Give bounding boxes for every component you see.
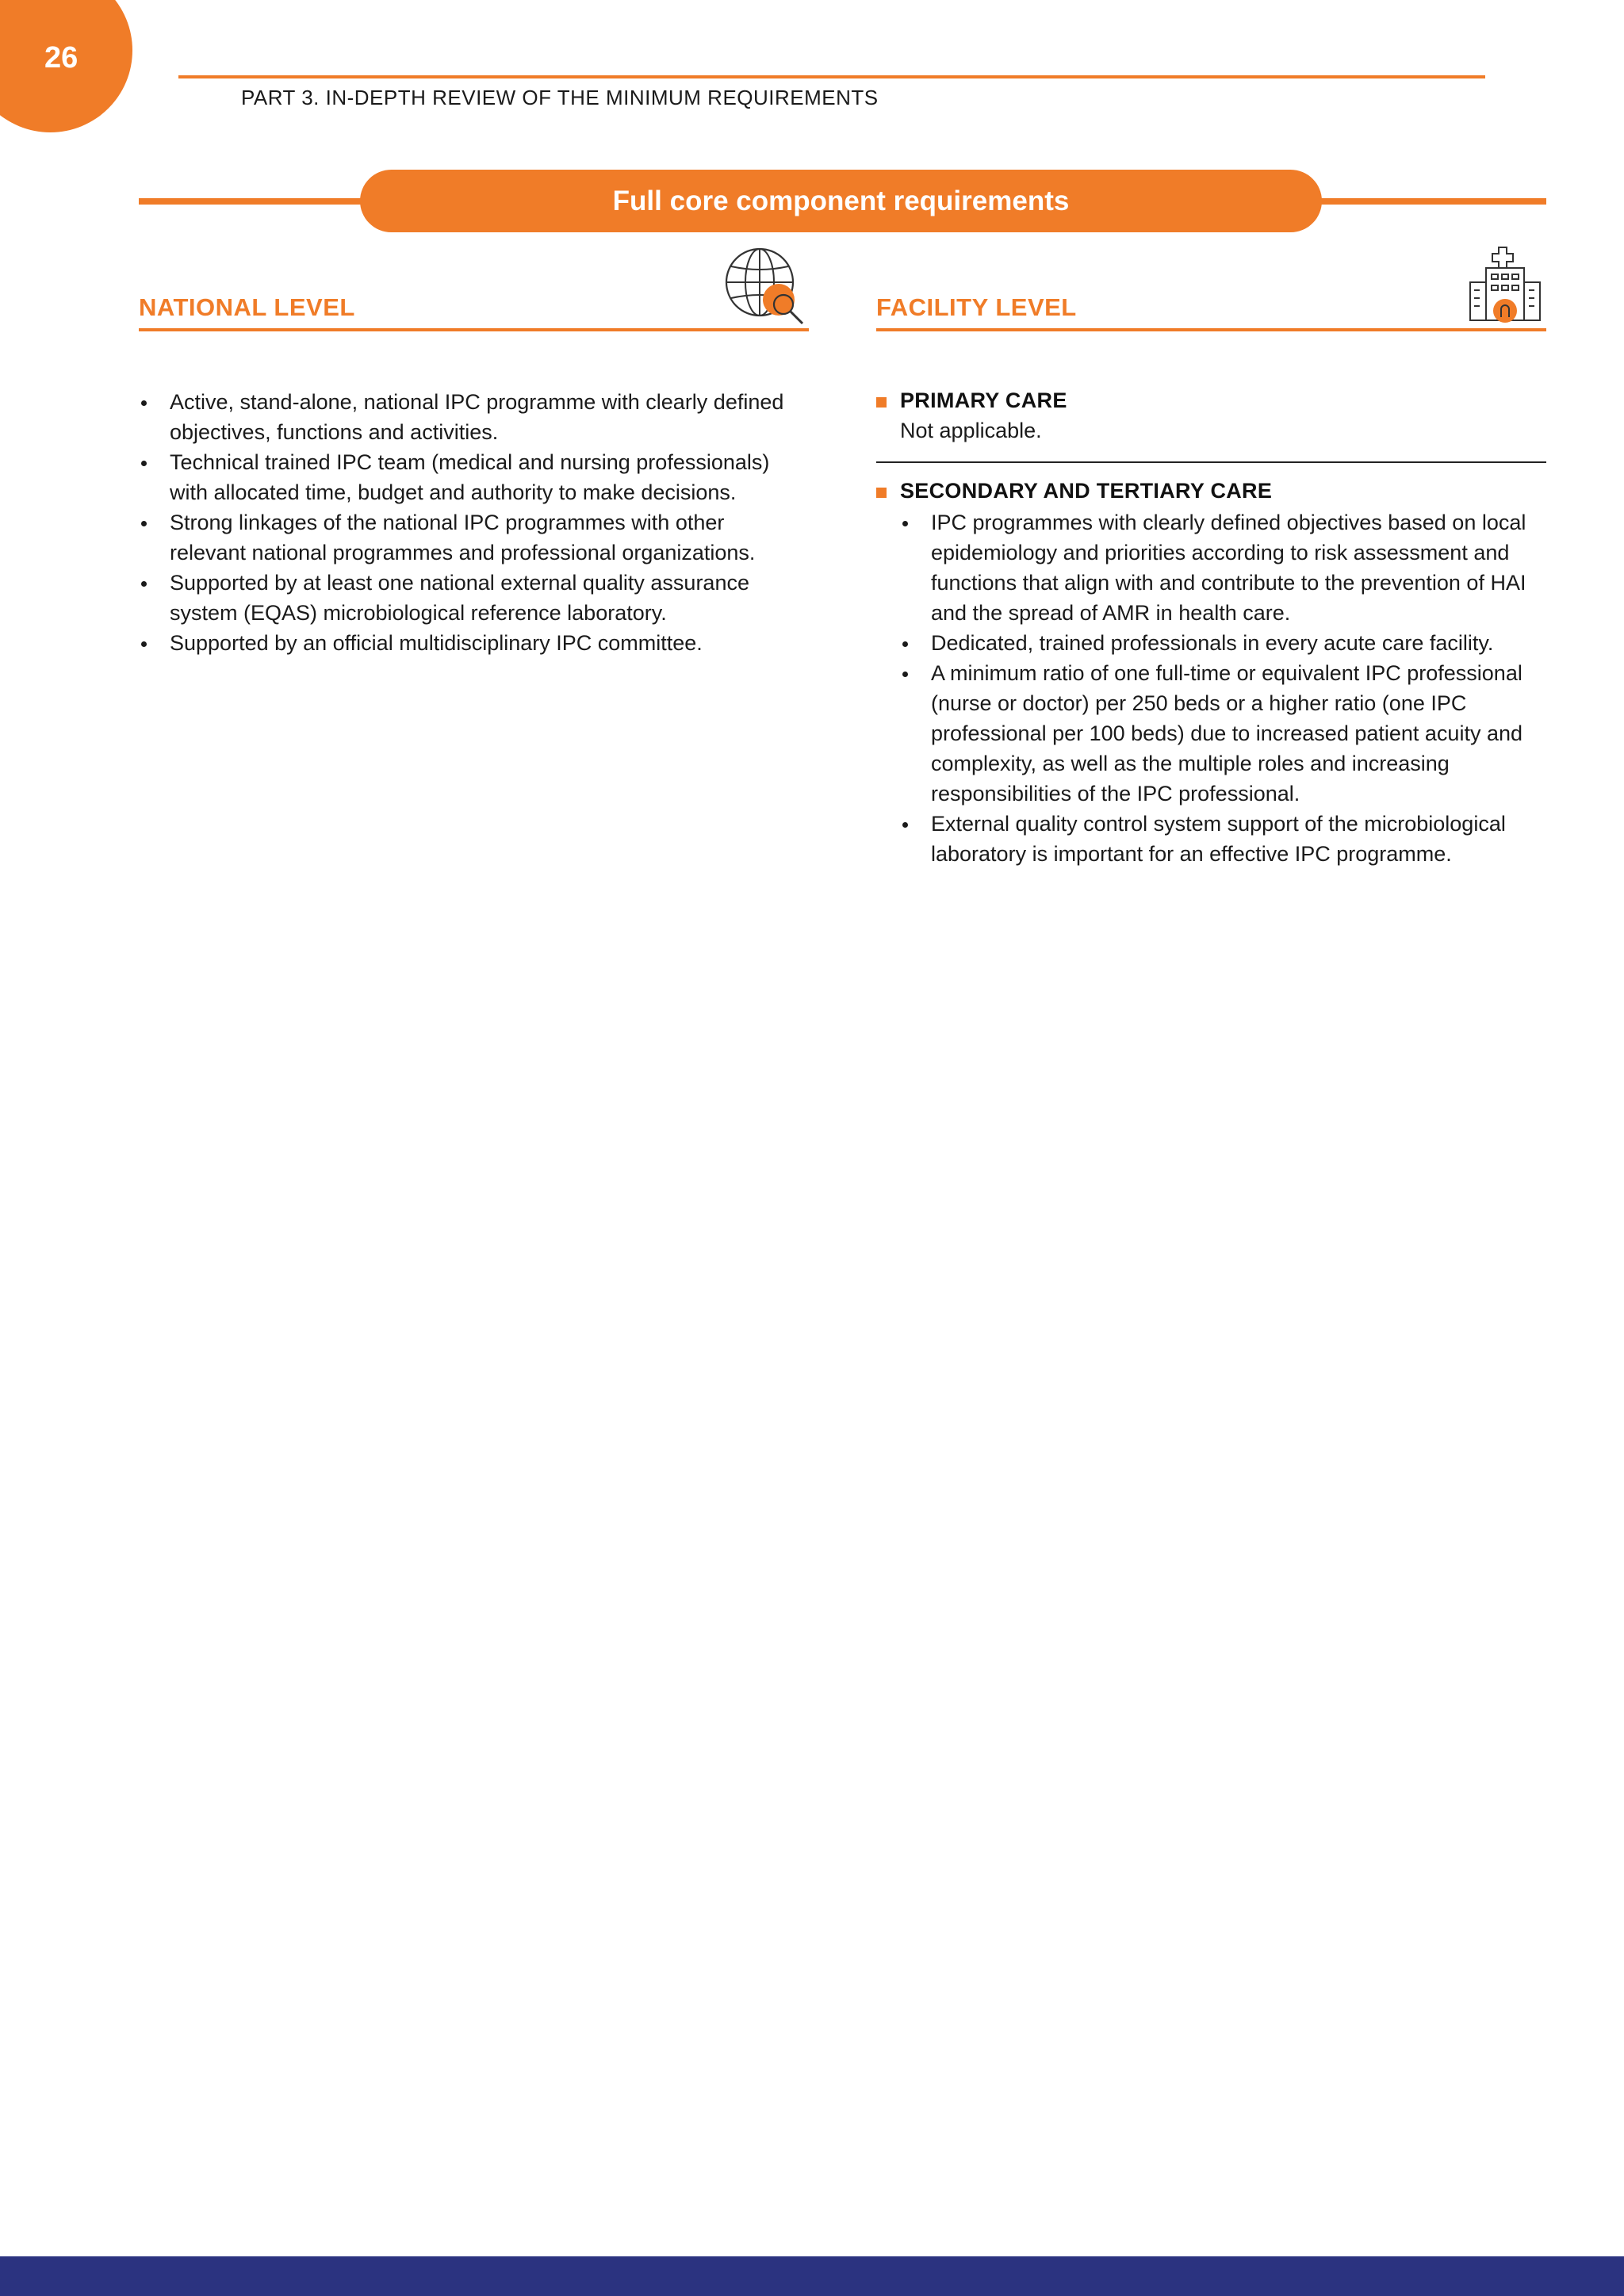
list-item: A minimum ratio of one full-time or equivalent IPC professional (nurse or doctor) per 250 beds or a higher ratio (one IPC professional per 100 beds) due to increased patient acuity and complexity, as well as the multiple roles and increasing responsibilities of the IPC professional. — [900, 658, 1550, 809]
secondary-tertiary-care-heading: SECONDARY AND TERTIARY CARE — [900, 479, 1273, 503]
banner-line-left — [139, 198, 365, 205]
primary-care-square-bullet — [876, 397, 887, 408]
list-item: Strong linkages of the national IPC programmes with other relevant national programmes and professional organizations. — [139, 507, 801, 568]
section-banner — [360, 170, 1322, 232]
secondary-care-bullet-list — [900, 507, 1550, 869]
list-item: IPC programmes with clearly defined objectives based on local epidemiology and priorities according to risk assessment and functions that align with and contribute to the prevention of HAI and the spread of AMR in health care. — [900, 507, 1550, 628]
banner-title: Full core component requirements — [612, 185, 1070, 216]
banner-line-right — [1316, 198, 1546, 205]
section-divider — [876, 461, 1546, 463]
list-item: Technical trained IPC team (medical and nursing professionals) with allocated time, budget and authority to make decisions. — [139, 447, 801, 507]
header-rule — [178, 75, 1485, 78]
facility-level-heading: FACILITY LEVEL — [876, 293, 1077, 321]
list-item: Supported by an official multidisciplinary IPC committee. — [139, 628, 801, 658]
facility-level-rule — [876, 328, 1546, 331]
globe-search-icon — [723, 246, 812, 328]
hospital-building-icon — [1465, 244, 1545, 323]
primary-care-text: Not applicable. — [900, 419, 1042, 442]
national-level-rule — [139, 328, 809, 331]
national-bullet-list — [139, 387, 801, 658]
secondary-care-square-bullet — [876, 488, 887, 498]
list-item: Supported by at least one national external quality assurance system (EQAS) microbiological reference laboratory. — [139, 568, 801, 628]
part-title: PART 3. IN-DEPTH REVIEW OF THE MINIMUM REQUIREMENTS — [241, 86, 879, 109]
page-number: 26 — [44, 41, 79, 75]
list-item: Dedicated, trained professionals in every acute care facility. — [900, 628, 1550, 658]
national-level-heading: NATIONAL LEVEL — [139, 293, 355, 321]
list-item: External quality control system support of the microbiological laboratory is important for an effective IPC programme. — [900, 809, 1550, 869]
primary-care-heading: PRIMARY CARE — [900, 388, 1067, 412]
footer-bar — [0, 2256, 1624, 2296]
list-item: Active, stand-alone, national IPC programme with clearly defined objectives, functions and activities. — [139, 387, 801, 447]
